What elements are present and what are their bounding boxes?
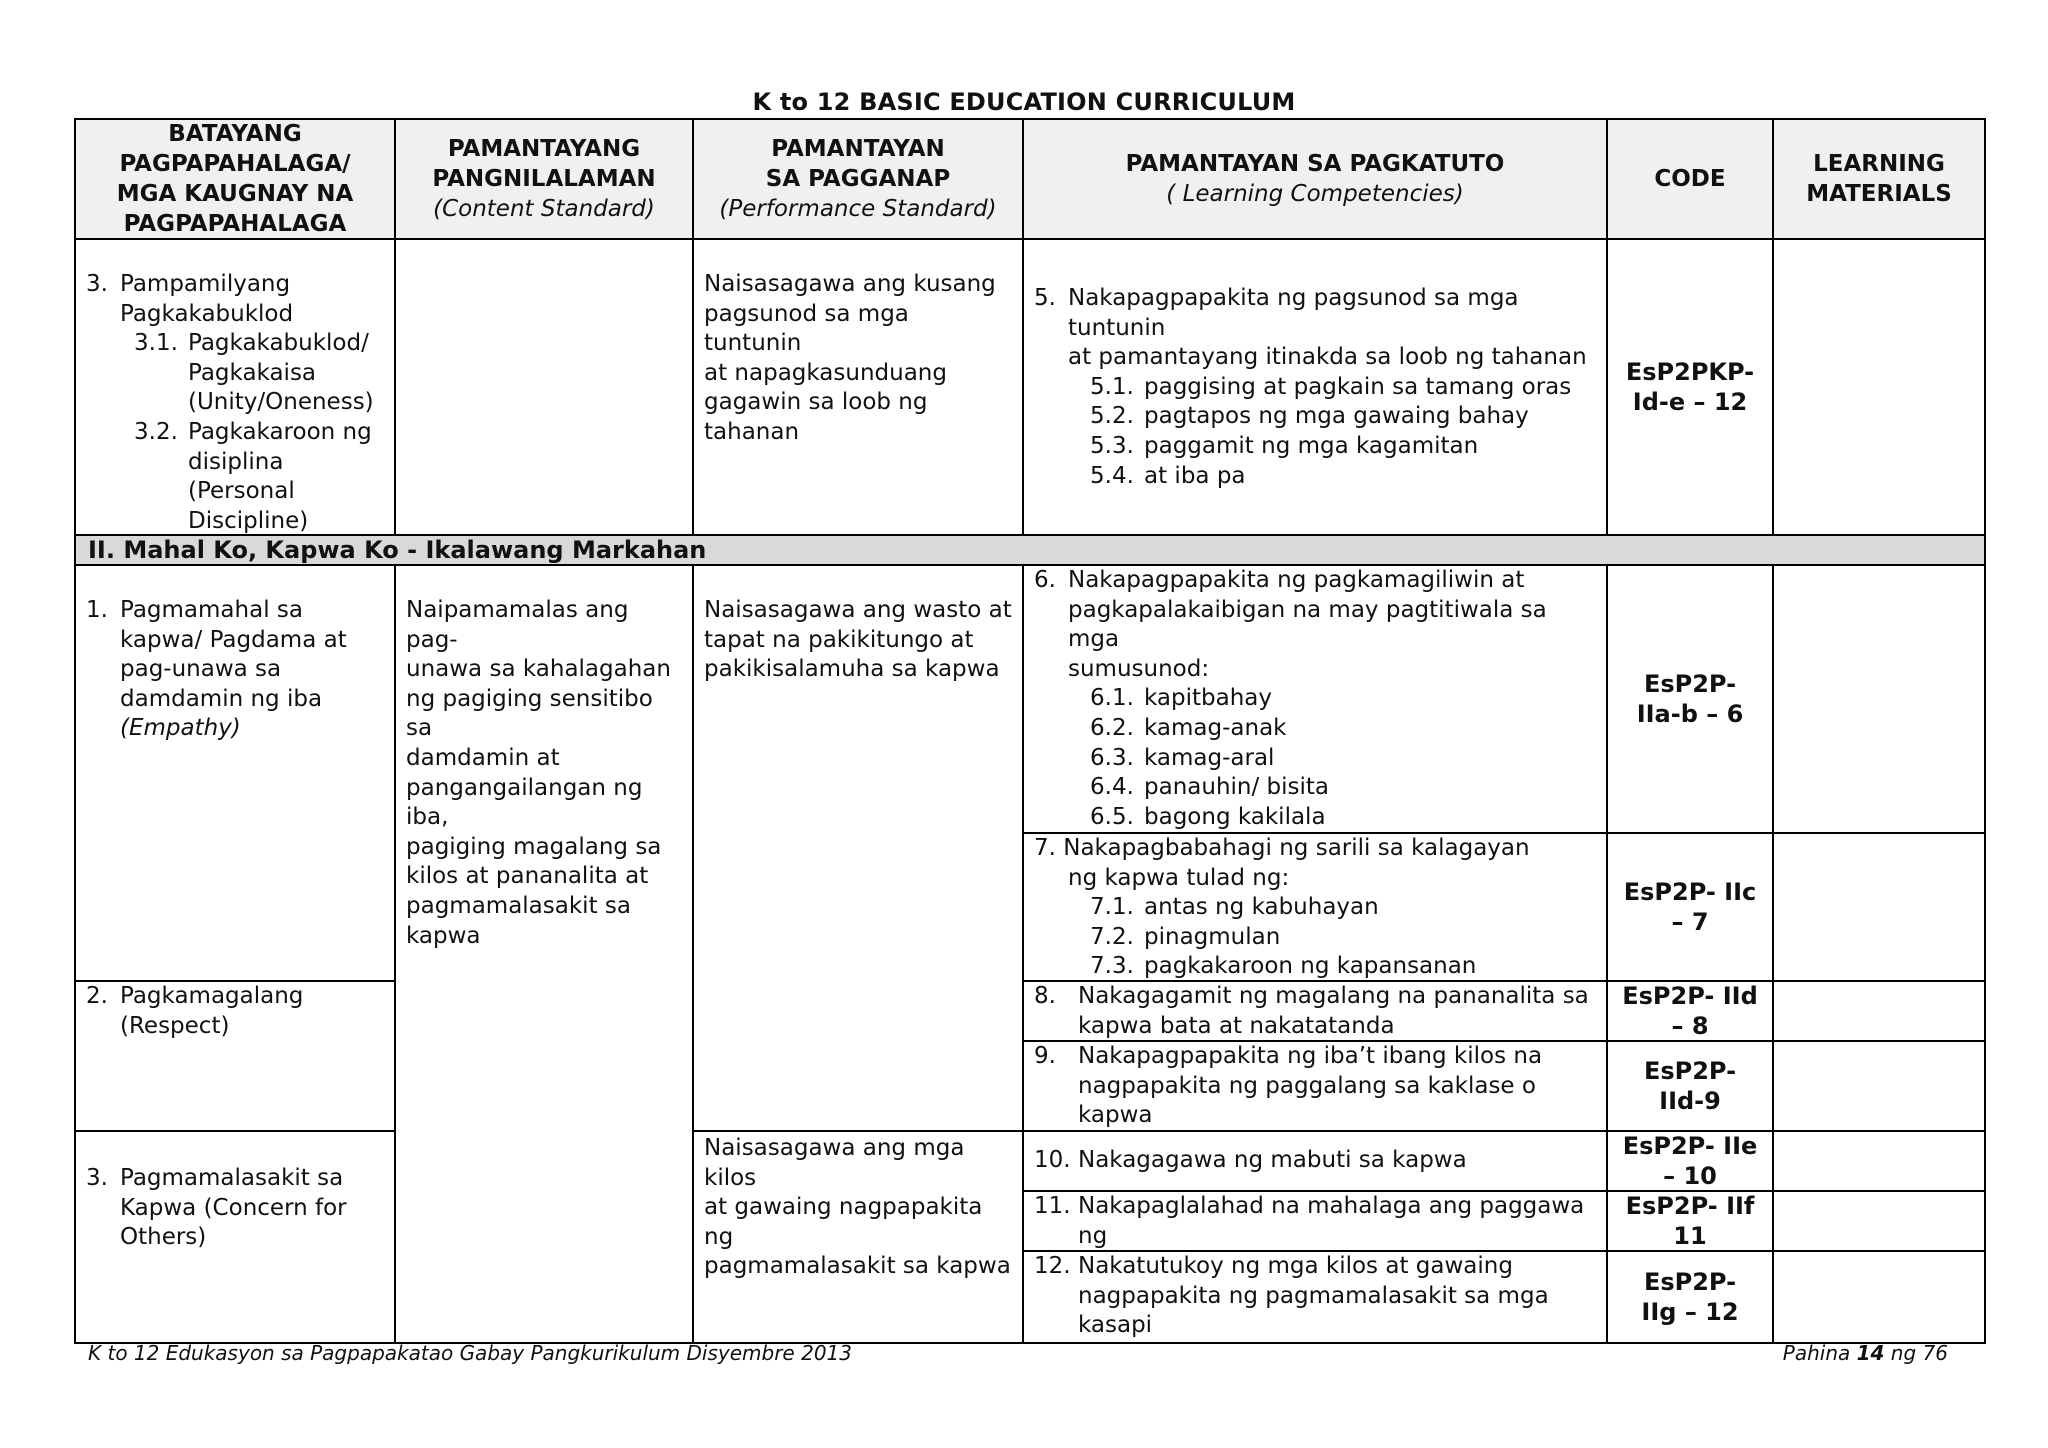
materials-cell <box>1772 1190 1986 1252</box>
competency-cell: 12. Nakatutukoy ng mga kilos at gawaing nagpapakita ng pagmamalasakit sa mga kasapi <box>1022 1250 1608 1344</box>
competency-cell: 10. Nakagagawa ng mabuti sa kapwa <box>1022 1130 1608 1192</box>
materials-cell <box>1772 832 1986 982</box>
materials-cell <box>1772 1250 1986 1344</box>
header-line: PAGPAPAHALAGA <box>123 211 347 237</box>
values-cell <box>74 238 396 536</box>
item-number: 5. <box>1034 285 1056 311</box>
header-line: PAMANTAYAN SA PAGKATUTO <box>1125 151 1505 177</box>
list-item: 6. Nakapagpapakita ng pagkamagiliwin at pagkapalakaibigan na may pagtitiwala sa mga sumusunod: <box>1034 567 1547 682</box>
sub-list: 5.1. paggising at pagkain sa tamang oras 5.2. pagtapos ng mga gawaing bahay 5.3. paggamit ng mga kagamitan 5.4. at iba pa <box>1090 373 1572 489</box>
header-performance-standard <box>692 118 1024 240</box>
item-number: 3. <box>86 271 108 297</box>
sub-list: 6.1. kapitbahay 6.2. kamag-anak 6.3. kamag-aral 6.4. panauhin/ bisita 6.5. bagong kakilala <box>1090 685 1330 830</box>
item-number: 3.1. <box>134 330 178 357</box>
item-text: Nakapagpapakita ng pagsunod sa mga tuntunin at pamantayang itinakda sa loob ng tahanan <box>1068 285 1587 371</box>
list-item <box>1034 284 1596 373</box>
header-line: MATERIALS <box>1806 181 1952 207</box>
header-content-standard <box>394 118 694 240</box>
section-heading: II. Mahal Ko, Kapwa Ko - Ikalawang Markahan <box>74 534 1986 566</box>
code-cell: EsP2P- IIg – 12 <box>1606 1250 1774 1344</box>
competency-cell <box>1022 238 1608 536</box>
header-learning-competencies <box>1022 118 1608 240</box>
header-line: MGA KAUGNAY NA <box>116 181 354 207</box>
code-cell: EsP2P- IId-9 <box>1606 1040 1774 1132</box>
list-item <box>86 329 384 418</box>
code-cell: EsP2P- IIa-b – 6 <box>1606 564 1774 834</box>
item-text: Pagkakaroon ng disiplina (Personal Discipline) <box>188 418 372 534</box>
content-standard-cell-empty <box>394 238 694 536</box>
materials-cell <box>1772 1040 1986 1132</box>
footer-page: Pahina 14 ng 76 <box>1782 1341 1948 1365</box>
header-line: CODE <box>1654 166 1726 192</box>
competency-cell: 11. Nakapaglalahad na mahalaga ang paggawa ng <box>1022 1190 1608 1252</box>
performance-cell: Naisasagawa ang wasto at tapat na pakikitungo at pakikisalamuha sa kapwa <box>692 564 1024 1132</box>
code-cell: EsP2P- IIc – 7 <box>1606 832 1774 982</box>
values-cell <box>74 564 396 982</box>
code-cell: EsP2P- IId – 8 <box>1606 980 1774 1042</box>
code-cell: EsP2P- IIe – 10 <box>1606 1130 1774 1192</box>
header-subtitle: (Content Standard) <box>433 196 655 222</box>
header-line: BATAYANG <box>168 121 302 147</box>
footer-left: K to 12 Edukasyon sa Pagpapakatao Gabay Pangkurikulum Disyembre 2013 <box>88 1341 852 1365</box>
header-line: PAMANTAYANG <box>447 136 641 162</box>
document-title: K to 12 BASIC EDUCATION CURRICULUM <box>752 88 1296 116</box>
item-text: Pampamilyang Pagkakabuklod <box>120 271 294 327</box>
page-number: 14 <box>1856 1341 1885 1365</box>
sub-list: 7.1. antas ng kabuhayan 7.2. pinagmulan 7.3. pagkakaroon ng kapansanan <box>1090 894 1477 980</box>
materials-cell <box>1772 564 1986 834</box>
header-line: PAGPAPAHALAGA/ <box>119 151 351 177</box>
competency-cell: 7. Nakapagbabahagi ng sarili sa kalagayan ng kapwa tulad ng: 7.1. antas ng kabuhayan 7.2. pinagmulan 7.3. pagkakaroon ng kapansanan <box>1022 832 1608 982</box>
list-item: 1. Pagmamahal sa kapwa/ Pagdama at pag-unawa sa damdamin ng iba (Empathy) <box>86 597 347 742</box>
materials-cell <box>1772 1130 1986 1192</box>
competency-cell: 9. Nakapagpapakita ng iba’t ibang kilos na nagpapakita ng paggalang sa kaklase o kapwa <box>1022 1040 1608 1132</box>
materials-cell <box>1772 980 1986 1042</box>
header-learning-materials <box>1772 118 1986 240</box>
competency-cell <box>1022 564 1608 834</box>
values-cell <box>74 980 396 1132</box>
competency-cell: 8. Nakagagamit ng magalang na pananalita sa kapwa bata at nakatatanda <box>1022 980 1608 1042</box>
header-line: SA PAGGANAP <box>765 166 951 192</box>
materials-cell <box>1772 238 1986 536</box>
header-code <box>1606 118 1774 240</box>
header-subtitle: ( Learning Competencies) <box>1166 181 1464 207</box>
item-text: Pagkakabuklod/ Pagkakaisa (Unity/Oneness) <box>188 330 374 416</box>
header-subtitle: (Performance Standard) <box>719 196 997 222</box>
header-line: PANGNILALAMAN <box>432 166 656 192</box>
code-cell: EsP2PKP- Id-e – 12 <box>1606 238 1774 536</box>
list-item: 2. Pagkamagalang (Respect) <box>86 983 304 1039</box>
list-item <box>86 418 384 536</box>
content-standard-cell: Naipamamalas ang pag- unawa sa kahalagahan ng pagiging sensitibo sa damdamin at pangangailangan ng iba, pagiging magalang sa kilos at pananalita at pagmamalasakit sa kapwa <box>394 564 694 1344</box>
item-number: 3.2. <box>134 418 178 445</box>
performance-cell: Naisasagawa ang kusang pagsunod sa mga tuntunin at napagkasunduang gagawin sa loob ng tahanan <box>692 238 1024 536</box>
list-item: 3. Pagmamalasakit sa Kapwa (Concern for Others) <box>86 1165 347 1251</box>
performance-cell: Naisasagawa ang mga kilos at gawaing nagpapakita ng pagmamalasakit sa kapwa <box>692 1130 1024 1344</box>
header-values <box>74 118 396 240</box>
code-cell: EsP2P- IIf 11 <box>1606 1190 1774 1252</box>
header-line: LEARNING <box>1813 151 1945 177</box>
values-cell <box>74 1130 396 1344</box>
header-line: PAMANTAYAN <box>771 136 945 162</box>
list-item <box>86 270 384 329</box>
